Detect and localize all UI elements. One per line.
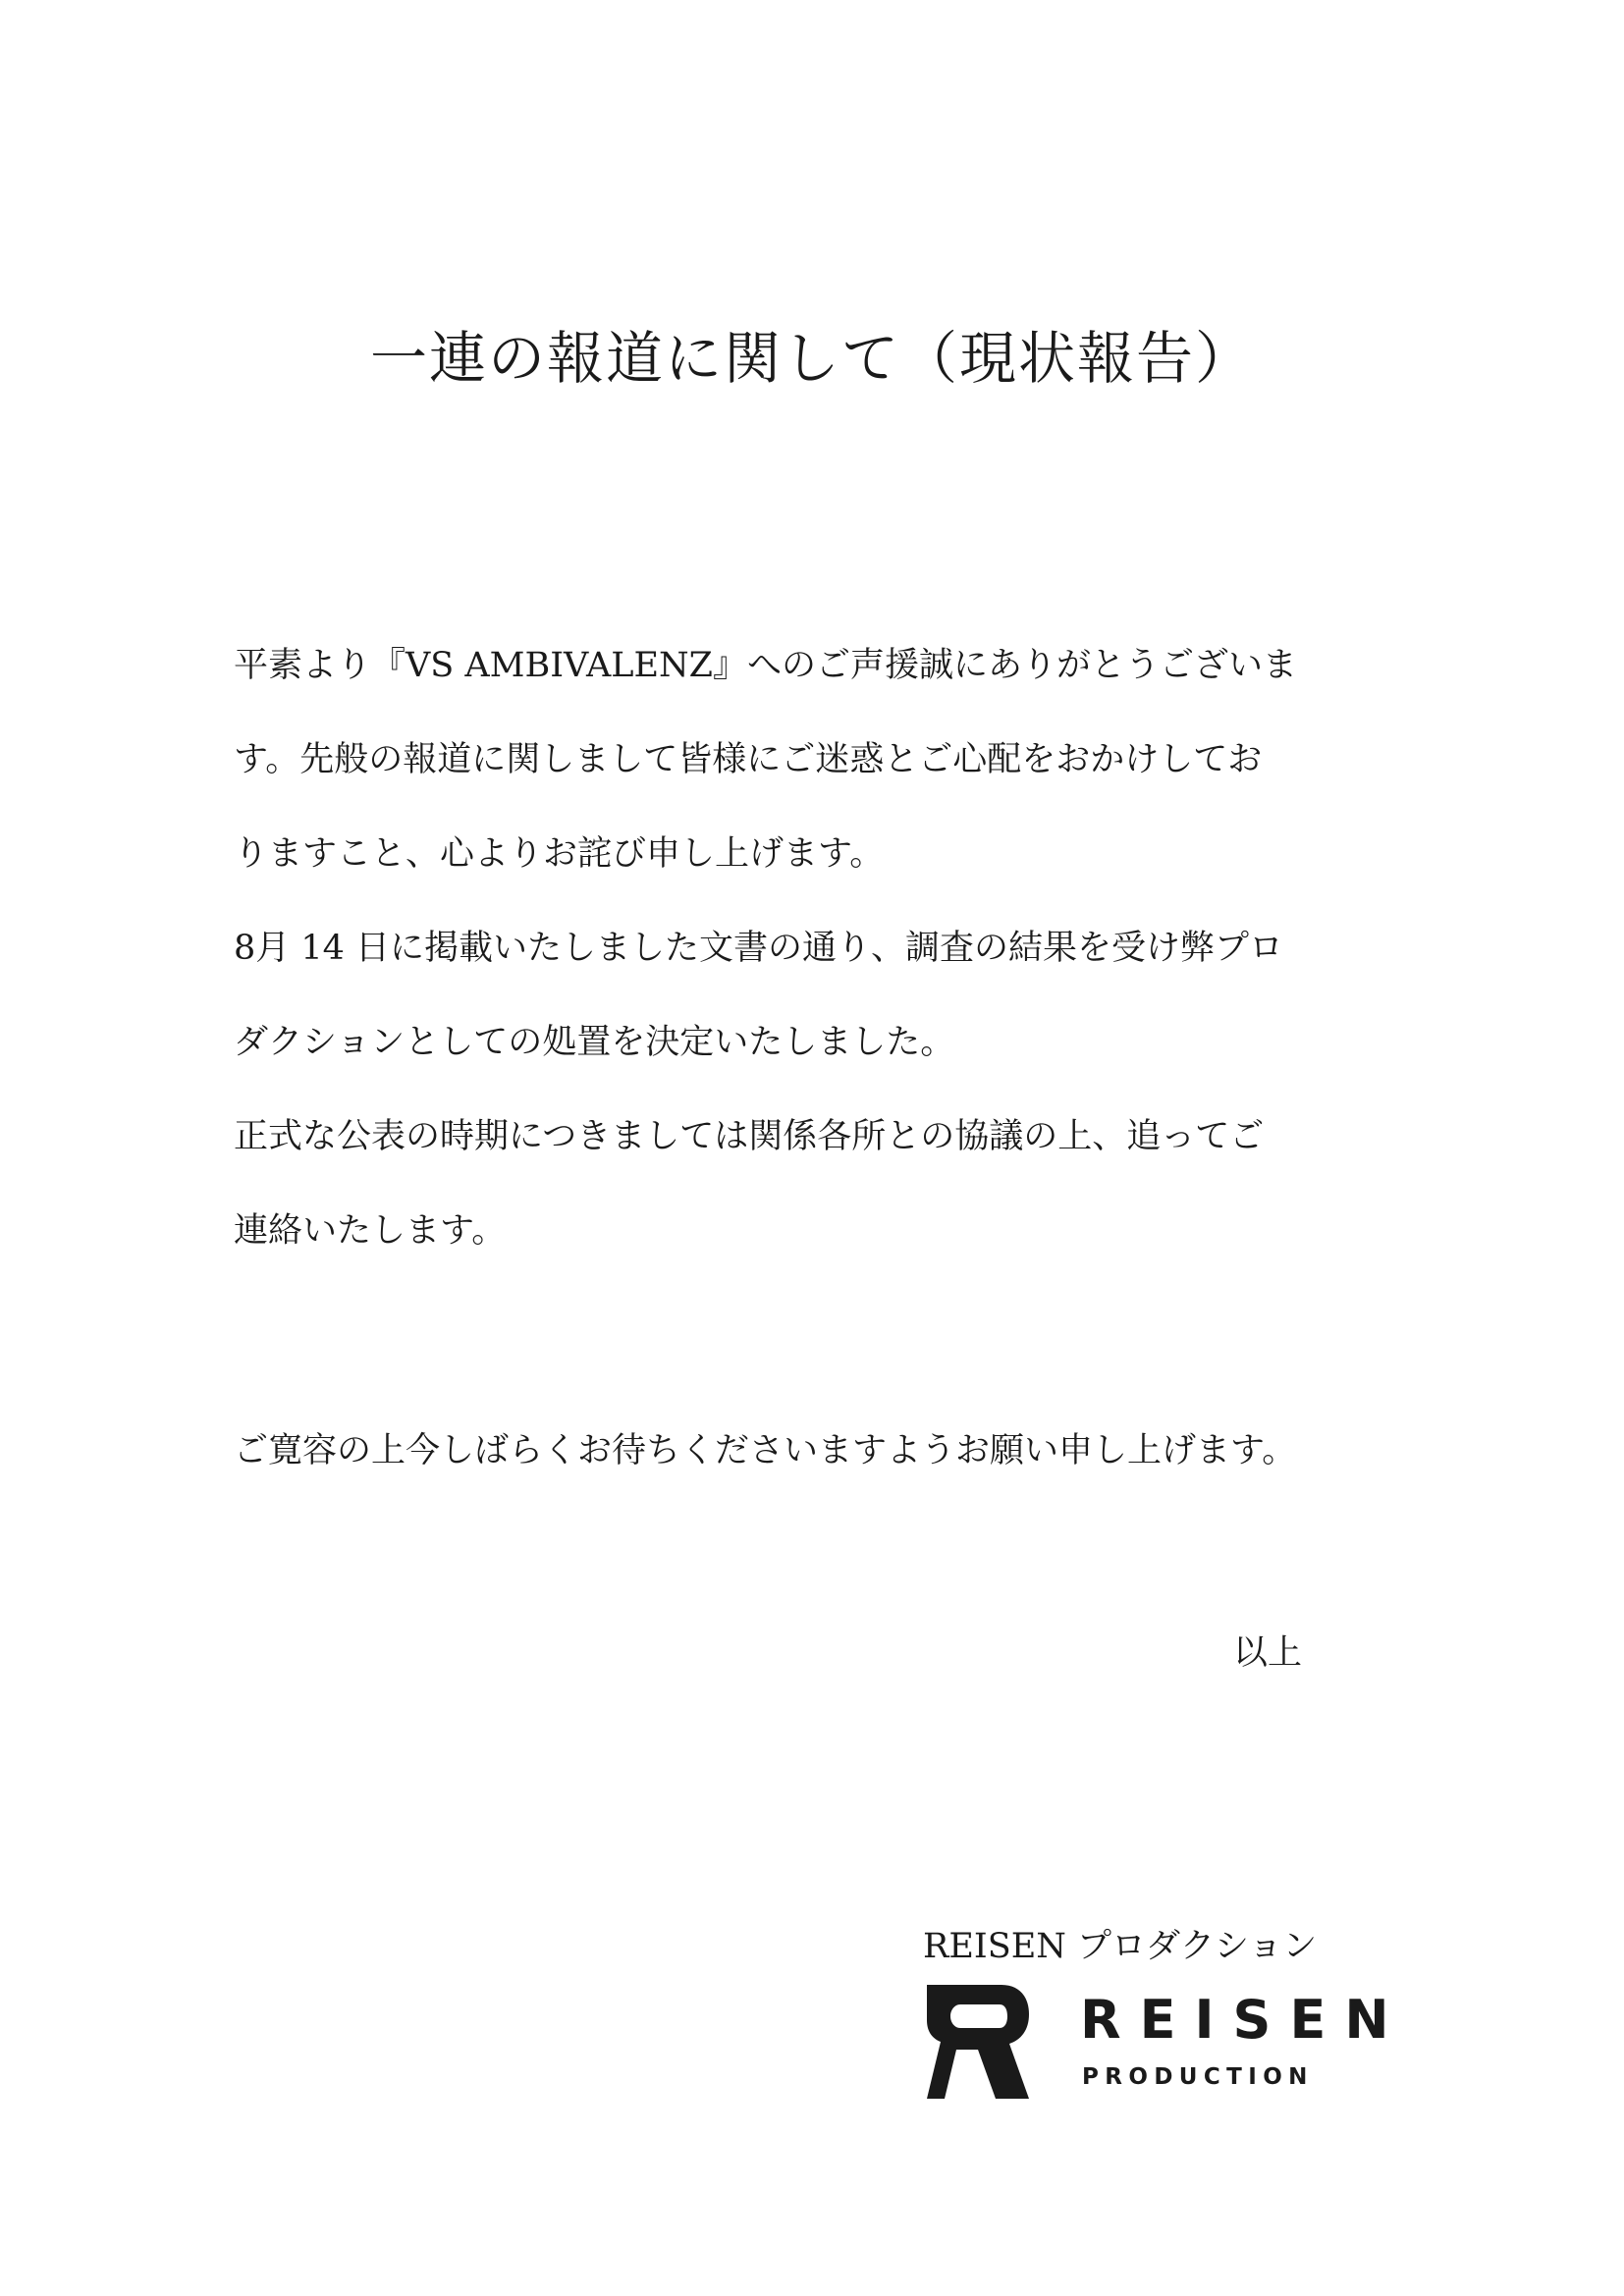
body-line: 正式な公表の時期につきましては関係各所との協議の上、追ってご	[234, 1117, 1265, 1156]
body-line: 平素より『VS AMBIVALENZ』へのご声援誠にありがとうございま	[234, 646, 1297, 685]
reisen-production-logo	[927, 1985, 1408, 2103]
logo-wordmark: REISEN	[1080, 1989, 1408, 2051]
closing-line: ご寛容の上今しばらくお待ちくださいますようお願い申し上げます。	[234, 1431, 1297, 1470]
body-line: す。先般の報道に関しまして皆様にご迷惑とご心配をおかけしてお	[234, 740, 1263, 779]
signature: REISEN プロダクション	[923, 1927, 1318, 1966]
body-line: りますこと、心よりお詫び申し上げます。	[234, 834, 885, 874]
ijou-mark: 以上	[1233, 1633, 1303, 1673]
reisen-sr-logo-mark-icon	[927, 1985, 1029, 2099]
body-line: ダクションとしての処置を決定いたしました。	[234, 1023, 955, 1062]
document-title: 一連の報道に関して（現状報告）	[369, 325, 1254, 392]
body-line: 8月 14 日に掲載いたしました文書の通り、調査の結果を受け弊プロ	[234, 929, 1284, 968]
body-text	[234, 638, 1422, 1298]
logo-subtext: PRODUCTION	[1082, 2064, 1314, 2090]
body-line: 連絡いたします。	[234, 1211, 507, 1251]
